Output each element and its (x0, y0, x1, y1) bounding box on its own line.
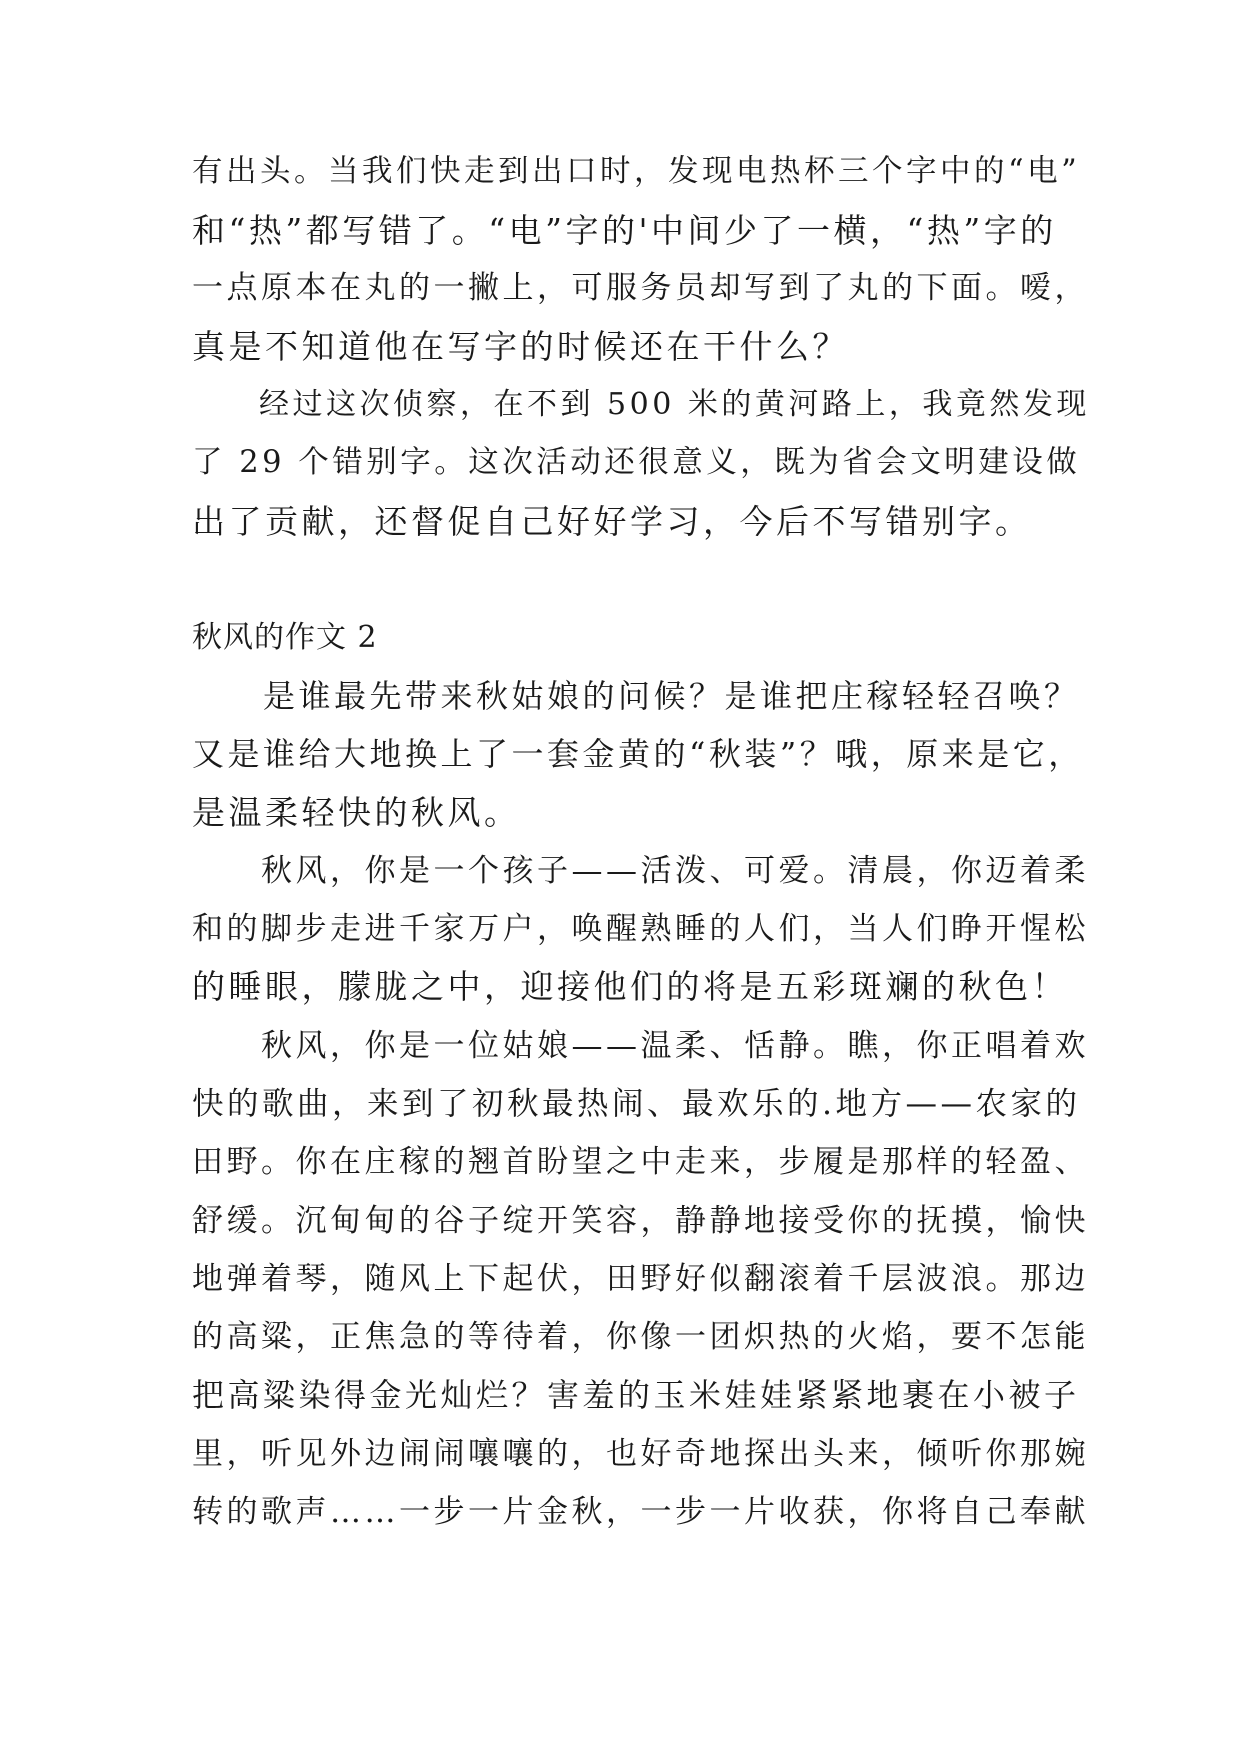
text-line: 转的歌声……一步一片金秋，一步一片收获，你将自己奉献 (192, 1494, 1089, 1530)
text-line: 了 29 个错别字。这次活动还很意义，既为省会文明建设做 (192, 445, 1081, 480)
text-line: 舒缓。沉甸甸的谷子绽开笑容，静静地接受你的抚摸，愉快 (192, 1203, 1089, 1239)
text-line: 快的歌曲，来到了初秋最热闹、最欢乐的.地方——农家的 (192, 1086, 1081, 1122)
text-line: 的睡眼，朦胧之中，迎接他们的将是五彩斑斓的秋色！ (192, 967, 1068, 1006)
text-line: 是温柔轻快的秋风。 (192, 793, 521, 832)
text-line: 秋风，你是一位姑娘——温柔、恬静。瞧，你正唱着欢 (192, 1028, 1089, 1064)
text-line: 一点原本在丸的一撇上，可服务员却写到了丸的下面。嗳， (192, 270, 1089, 306)
text-line: 出了贡献，还督促自己好好学习，今后不写错别字。 (192, 502, 1032, 541)
text-line: 地弹着琴，随风上下起伏，田野好似翻滚着千层波浪。那边 (192, 1261, 1089, 1297)
text-line: 田野。你在庄稼的翘首盼望之中走来，步履是那样的轻盈、 (192, 1144, 1089, 1180)
text-line: 真是不知道他在写字的时候还在干什么？ (192, 327, 849, 366)
text-line: 把高粱染得金光灿烂？害羞的玉米娃娃紧紧地裹在小被子 (192, 1376, 1080, 1414)
text-line: 经过这次侦察，在不到 500 米的黄河路上，我竟然发现 (192, 387, 1090, 422)
text-line: 的高粱，正焦急的等待着，你像一团炽热的火焰，要不怎能 (192, 1319, 1089, 1355)
text-line: 里，听见外边闹闹嚷嚷的，也好奇地探出头来，倾听你那婉 (192, 1436, 1089, 1472)
text-line: 又是谁给大地换上了一套金黄的“秋装”？哦，原来是它， (192, 735, 1084, 773)
text-line: 和“热”都写错了。“电”字的'中间少了一横，“热”字的 (192, 211, 1057, 250)
text-line: 和的脚步走进千家万户，唤醒熟睡的人们，当人们睁开惺松 (192, 911, 1089, 947)
text-line: 有出头。当我们快走到出口时，发现电热杯三个字中的“电” (192, 154, 1081, 189)
text-line: 秋风，你是一个孩子——活泼、可爱。清晨，你迈着柔 (192, 853, 1089, 889)
section-heading: 秋风的作文 2 (192, 620, 378, 655)
text-line: 是谁最先带来秋姑娘的问候？是谁把庄稼轻轻召唤？ (192, 677, 1080, 715)
